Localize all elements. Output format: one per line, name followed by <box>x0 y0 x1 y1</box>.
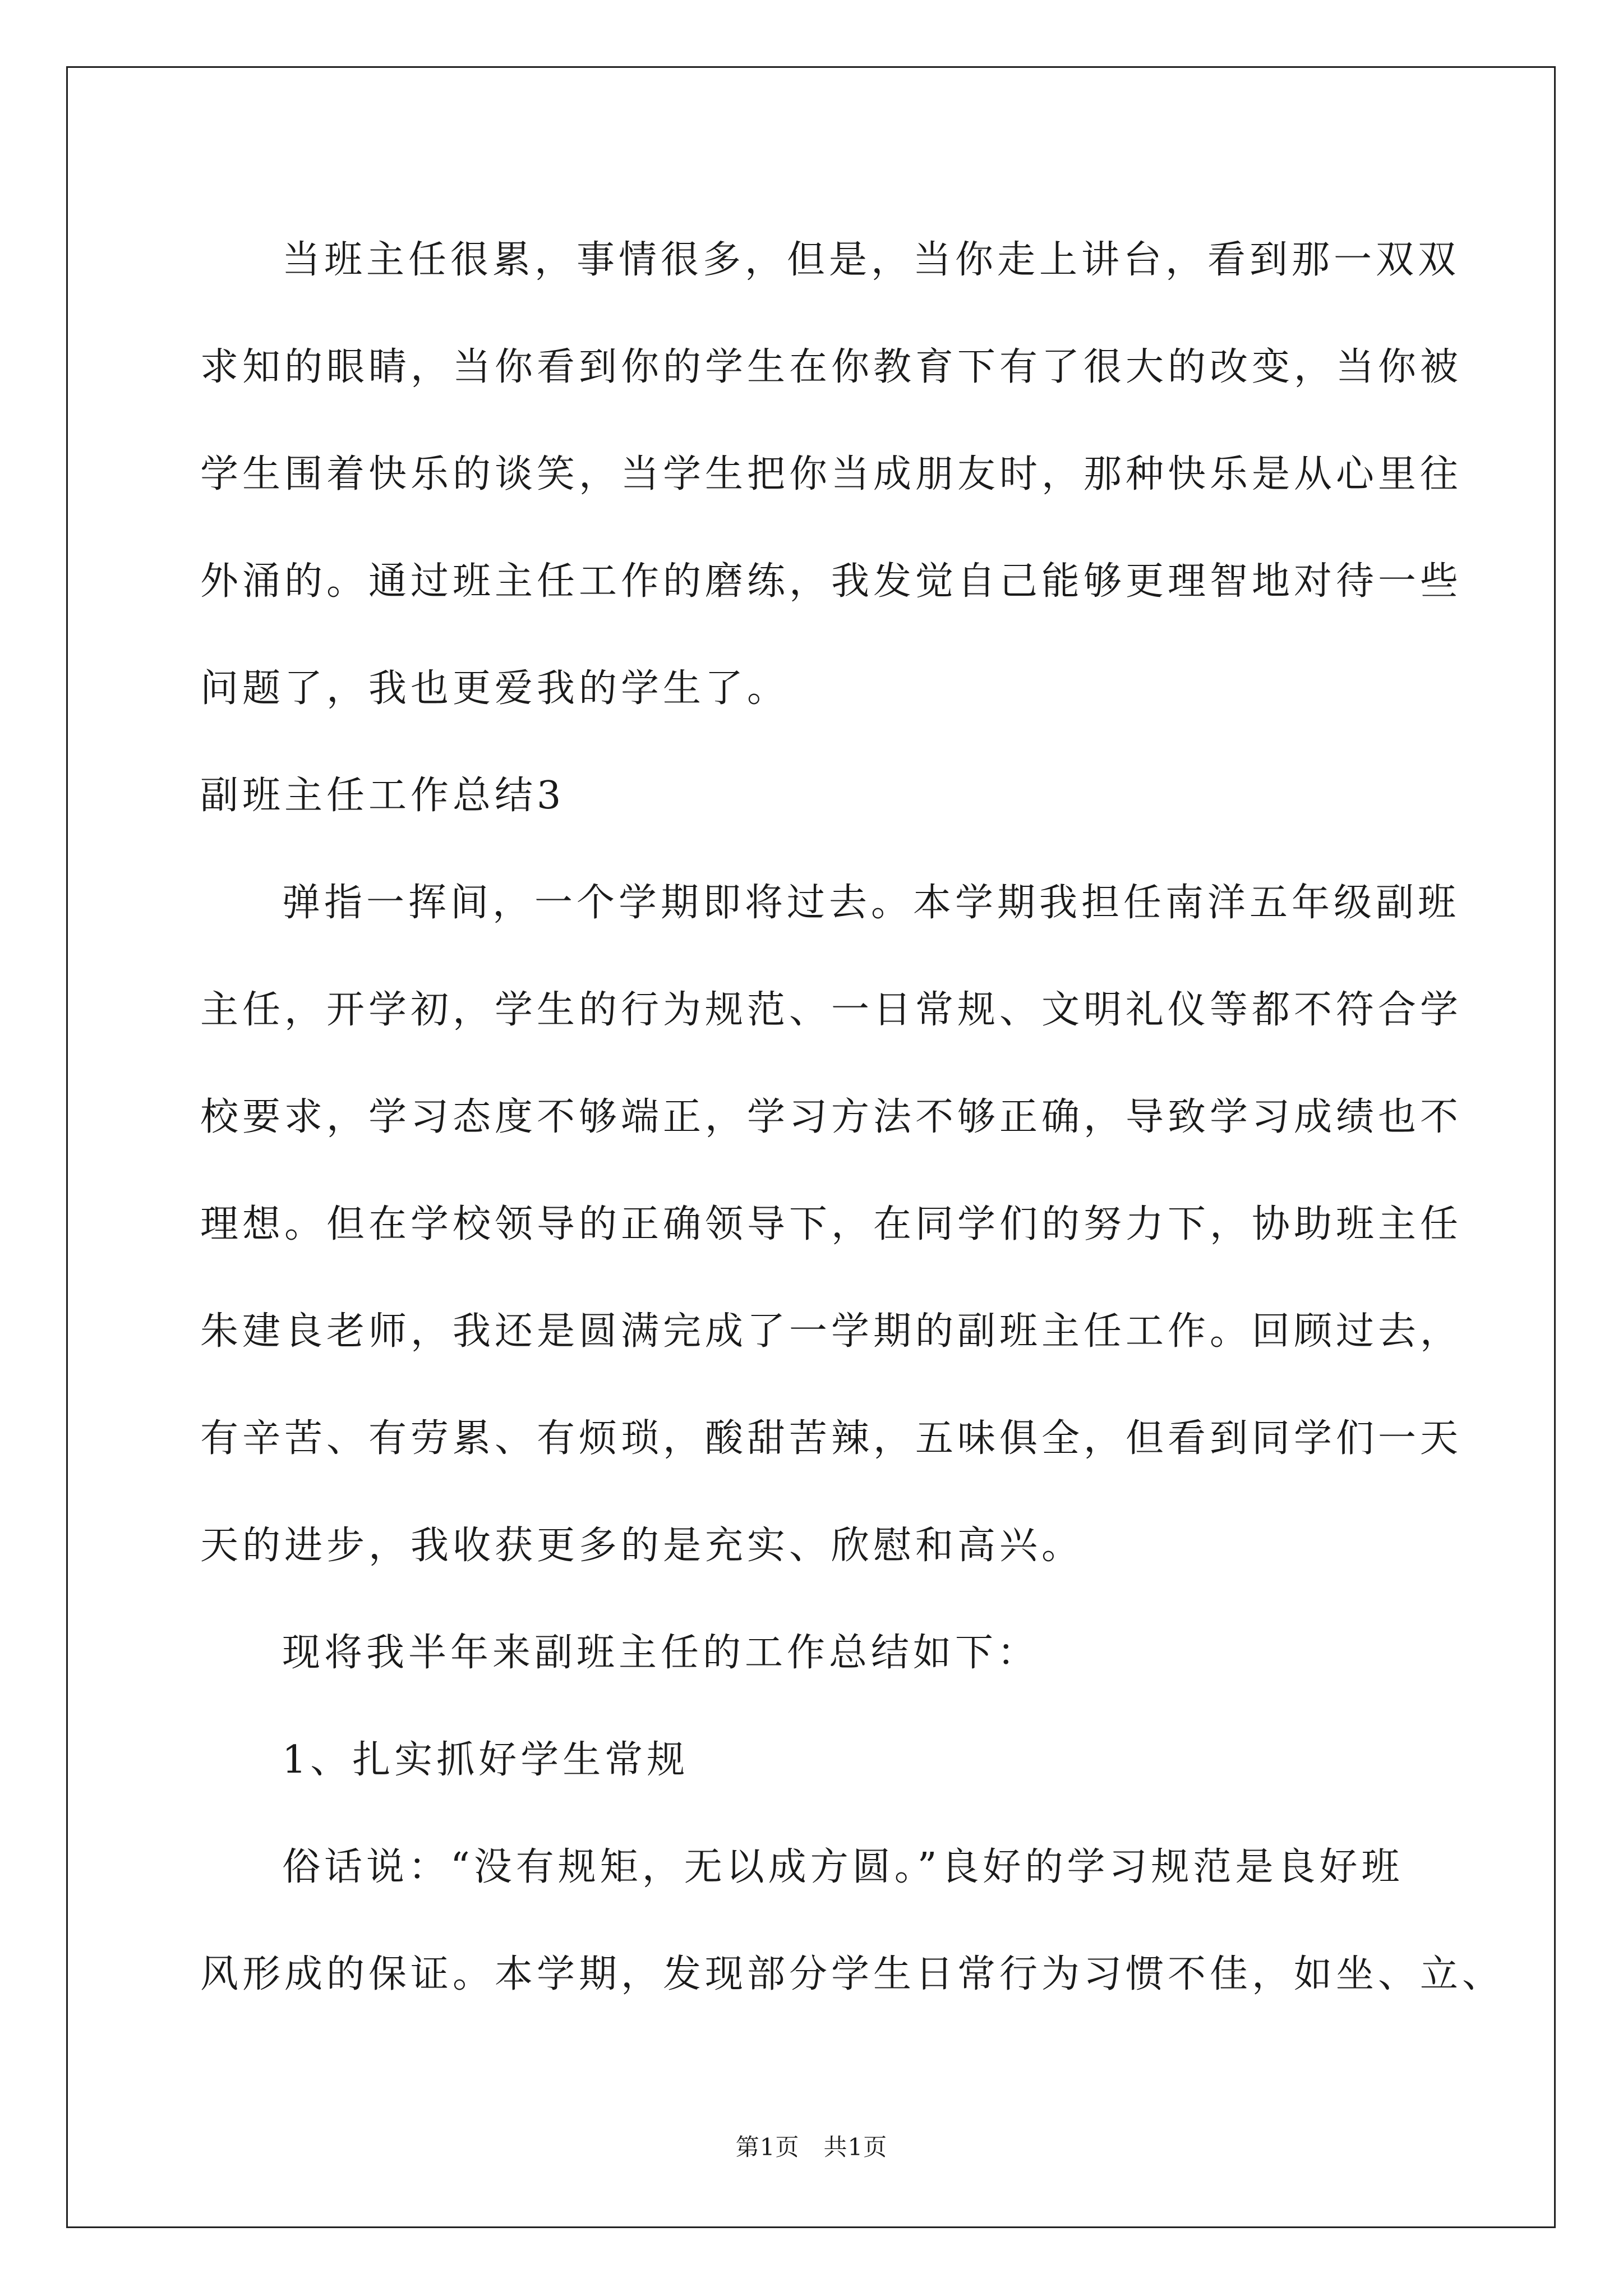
text-line: 朱建良老师，我还是圆满完成了一学期的副班主任工作。回顾过去， <box>200 1309 1463 1354</box>
text-line: 求知的眼睛，当你看到你的学生在你教育下有了很大的改变，当你被 <box>200 345 1463 389</box>
text-line: 学生围着快乐的谈笑，当学生把你当成朋友时，那种快乐是从心里往 <box>200 452 1463 496</box>
page-footer <box>0 2131 1623 2164</box>
text-line: 弹指一挥间，一个学期即将过去。本学期我担任南洋五年级副班 <box>282 881 1460 925</box>
text-line: 外涌的。通过班主任工作的磨练，我发觉自己能够更理智地对待一些 <box>200 559 1463 604</box>
page-number-total: 共1页 <box>823 2133 888 2161</box>
text-line: 校要求，学习态度不够端正，学习方法不够正确，导致学习成绩也不 <box>200 1095 1463 1139</box>
document-body <box>200 206 1505 2028</box>
text-line: 问题了，我也更爱我的学生了。 <box>200 666 790 711</box>
text-line: 风形成的保证。本学期，发现部分学生日常行为习惯不佳，如坐、立、 <box>200 1952 1505 1996</box>
page-number-current: 第1页 <box>735 2133 800 2161</box>
text-line: 理想。但在学校领导的正确领导下，在同学们的努力下，协助班主任 <box>200 1202 1463 1246</box>
text-line: 现将我半年来副班主任的工作总结如下： <box>282 1631 1040 1675</box>
text-line: 俗话说：“没有规矩，无以成方圆。”良好的学习规范是良好班 <box>282 1845 1404 1889</box>
text-line: 天的进步，我收获更多的是充实、欣慰和高兴。 <box>200 1524 1084 1568</box>
text-line: 当班主任很累，事情很多，但是，当你走上讲台，看到那一双双 <box>282 238 1460 282</box>
list-item-heading: 1、扎实抓好学生常规 <box>282 1738 689 1782</box>
section-heading: 副班主任工作总结3 <box>200 774 565 818</box>
text-line: 有辛苦、有劳累、有烦琐，酸甜苦辣，五味俱全，但看到同学们一天 <box>200 1416 1463 1461</box>
text-line: 主任，开学初，学生的行为规范、一日常规、文明礼仪等都不符合学 <box>200 988 1463 1032</box>
